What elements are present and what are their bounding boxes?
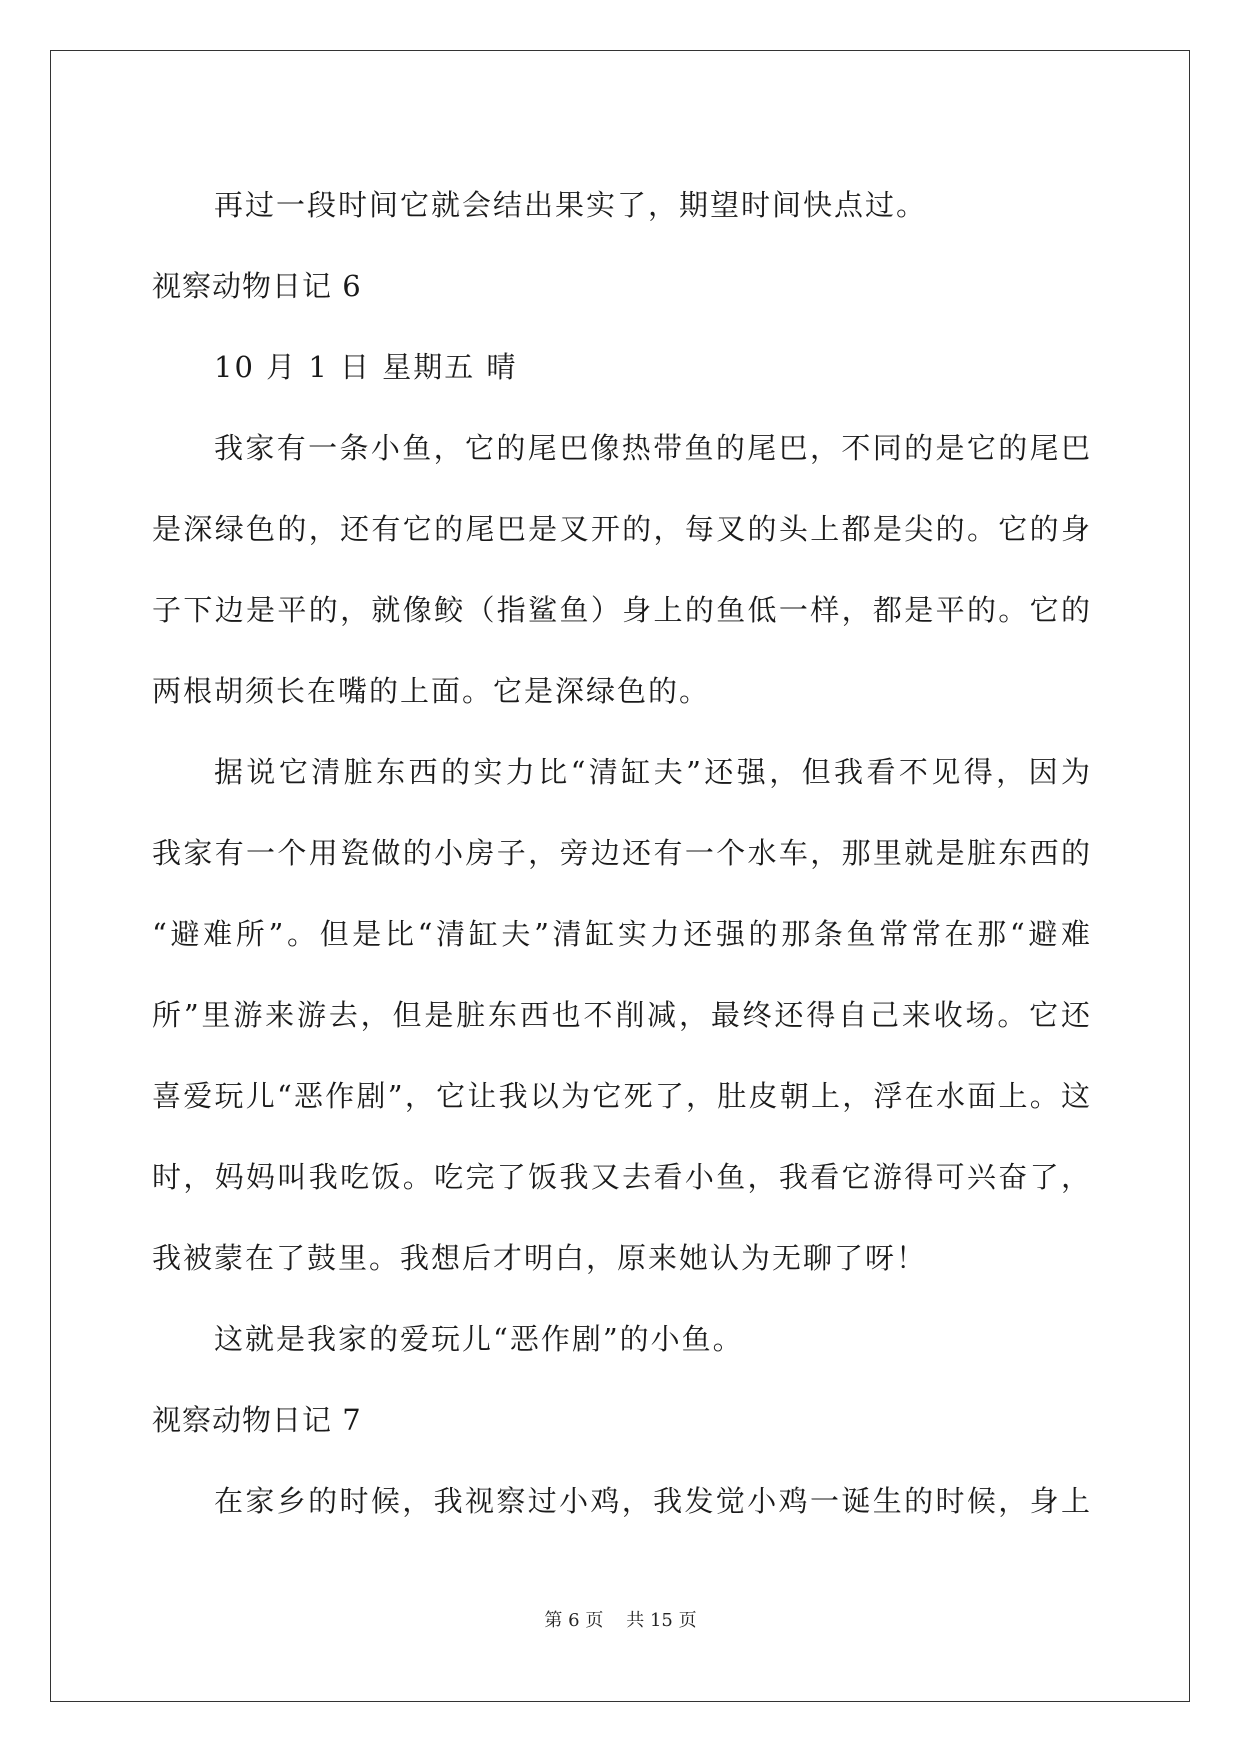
paragraph-line: 喜爱玩儿“恶作剧”，它让我以为它死了，肚皮朝上，浮在水面上。这 bbox=[152, 1079, 1092, 1113]
document-body bbox=[152, 165, 1092, 1542]
paragraph-line: 这就是我家的爱玩儿“恶作剧”的小鱼。 bbox=[214, 1322, 744, 1356]
paragraph-line: 所”里游来游去，但是脏东西也不削减，最终还得自己来收场。它还 bbox=[152, 998, 1092, 1032]
paragraph-line: 据说它清脏东西的实力比“清缸夫”还强，但我看不见得，因为 bbox=[214, 755, 1092, 789]
paragraph-line: 再过一段时间它就会结出果实了，期望时间快点过。 bbox=[214, 188, 928, 222]
paragraph-line: 我家有一条小鱼，它的尾巴像热带鱼的尾巴，不同的是它的尾巴 bbox=[214, 431, 1092, 465]
section-heading: 视察动物日记 7 bbox=[152, 1403, 362, 1437]
paragraph-line: 是深绿色的，还有它的尾巴是叉开的，每叉的头上都是尖的。它的身 bbox=[152, 512, 1092, 546]
page-number: 第 6 页 bbox=[544, 1610, 604, 1631]
paragraph-line: 两根胡须长在嘴的上面。它是深绿色的。 bbox=[152, 674, 711, 708]
paragraph-line: 时，妈妈叫我吃饭。吃完了饭我又去看小鱼，我看它游得可兴奋了， bbox=[152, 1160, 1092, 1194]
page-total: 共 15 页 bbox=[626, 1610, 697, 1631]
paragraph-line: 子下边是平的，就像鲛（指鲨鱼）身上的鱼低一样，都是平的。它的 bbox=[152, 593, 1092, 627]
date-line: 10 月 1 日 星期五 晴 bbox=[214, 350, 518, 384]
page-footer bbox=[0, 1606, 1241, 1632]
paragraph-line: 我家有一个用瓷做的小房子，旁边还有一个水车，那里就是脏东西的 bbox=[152, 836, 1092, 870]
paragraph-line: 我被蒙在了鼓里。我想后才明白，原来她认为无聊了呀！ bbox=[152, 1241, 928, 1275]
section-heading: 视察动物日记 6 bbox=[152, 269, 362, 303]
paragraph-line: “避难所”。但是比“清缸夫”清缸实力还强的那条鱼常常在那“避难 bbox=[152, 917, 1092, 951]
paragraph-line: 在家乡的时候，我视察过小鸡，我发觉小鸡一诞生的时候，身上 bbox=[214, 1484, 1092, 1518]
